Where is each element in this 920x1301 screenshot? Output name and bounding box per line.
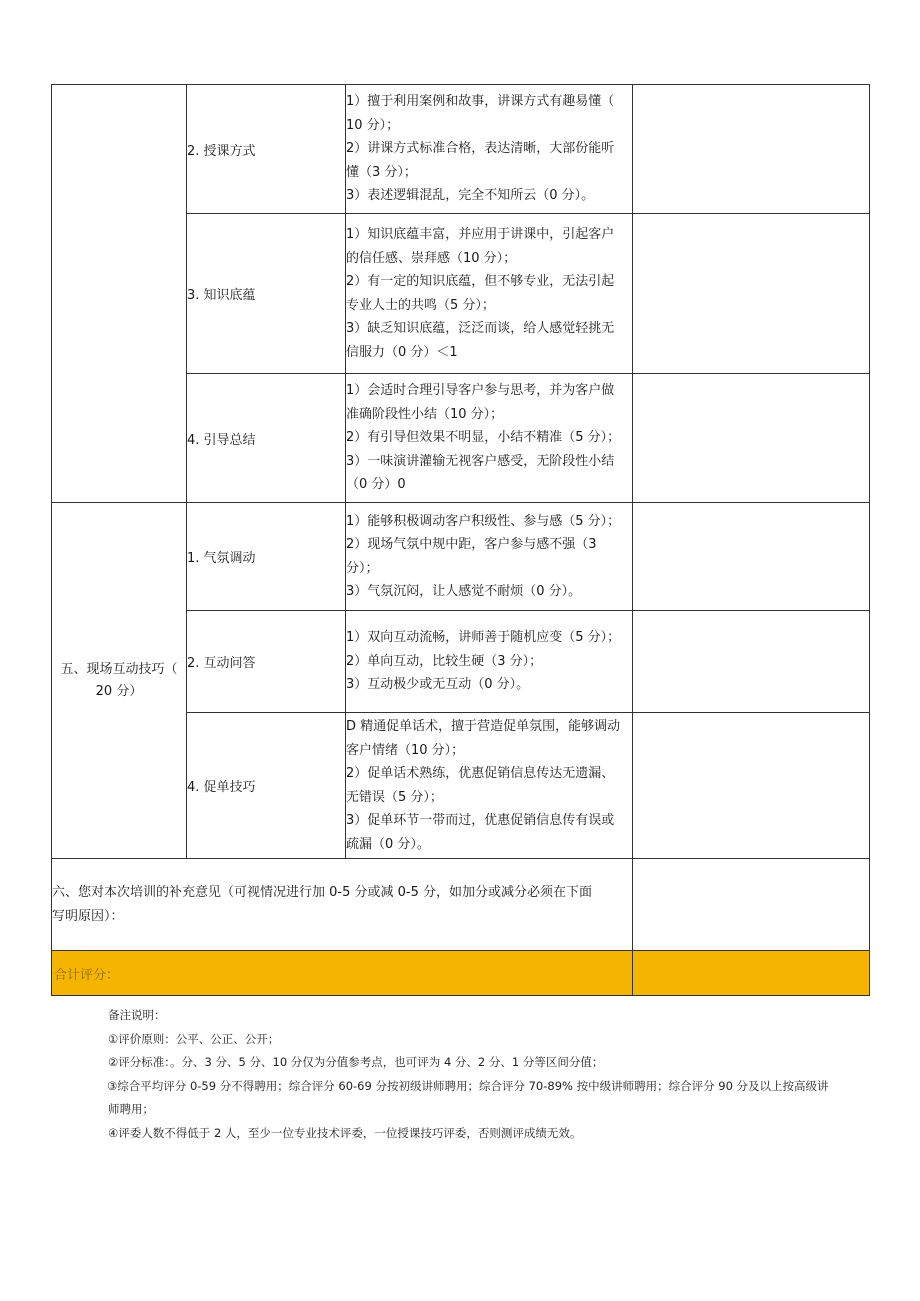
score-cell[interactable] [633,214,870,374]
item-label: 4. 促单技巧 [187,713,346,859]
item-label: 1. 气氛调动 [187,503,346,611]
criteria-cell: 1）会适时合理引导客户参与思考，并为客户做 准确阶段性小结（10 分）； 2）有引导但效果不明显，小结不精准（5 分）； 3）一味演讲灌输无视客户感受，无阶段性小结 （0 分）0 [346,374,633,503]
item-label: 2. 互动问答 [187,611,346,713]
criteria-cell: 1）能够积极调动客户积级性、参与感（5 分）； 2）现场气氛中规中距，客户参与感不强（3 分）； 3）气氛沉闷，让人感觉不耐烦（0 分）。 [346,503,633,611]
score-cell[interactable] [633,374,870,503]
note-line: ③综合平均评分 0-59 分不得聘用；综合评分 60-69 分按初级讲师聘用；综合评分 70-89% 按中级讲师聘用；综合评分 90 分及以上按高级讲 [107,1078,829,1093]
criteria-cell: 1）双向互动流畅，讲师善于随机应变（5 分）； 2）单向互动，比较生硬（3 分）； 3）互动极少或无互动（0 分）。 [346,611,633,713]
total-label: 合计评分： [52,951,633,996]
category-label: 五、现场互动技巧（ [60,661,178,677]
score-cell[interactable] [633,713,870,859]
score-cell[interactable] [633,85,870,214]
notes-title: 备注说明： [108,1008,166,1022]
item-label: 3. 知识底蕴 [187,214,346,374]
category-points: 20 分） [95,683,143,699]
item-label: 2. 授课方式 [187,85,346,214]
table-row [52,503,870,611]
note-line: ④评委人数不得低于 2 人，至少一位专业技术评委，一位授课技巧评委，否则测评成绩无效。 [108,1125,582,1140]
remarks-score-cell[interactable] [633,859,870,951]
note-line: 师聘用； [108,1102,154,1116]
remarks-row [52,859,870,951]
criteria-cell: D 精通促单话术，擅于营造促单氛围，能够调动 客户情绪（10 分）； 2）促单话术熟练，优惠促销信息传达无遗漏、 无错误（5 分）； 3）促单环节一带而过，优惠促销信息传有误或 疏漏（0 分）。 [346,713,633,859]
score-cell[interactable] [633,611,870,713]
evaluation-table [51,84,870,996]
category-cell [52,503,187,859]
criteria-cell: 1）知识底蕴丰富，并应用于讲课中，引起客户 的信任感、崇拜感（10 分）； 2）有一定的知识底蕴，但不够专业，无法引起 专业人士的共鸣（5 分）； 3）缺乏知识底蕴，泛泛而谈，给人感觉轻挑无 信服力（0 分）＜1 [346,214,633,374]
category-cell-continued [52,85,187,503]
total-row [52,951,870,996]
criteria-cell: 1）擅于利用案例和故事，讲课方式有趣易懂（ 10 分）； 2）讲课方式标准合格，表达清晰，大部份能听 懂（3 分）； 3）表述逻辑混乱，完全不知所云（0 分）。 [346,85,633,214]
score-cell[interactable] [633,503,870,611]
item-label: 4. 引导总结 [187,374,346,503]
total-score-cell[interactable] [633,951,870,996]
notes-section [108,1004,868,1145]
evaluation-sheet [51,84,869,996]
note-line: ②评分标准：。分、3 分、5 分、10 分仅为分值参考点，也可评为 4 分、2 分、1 分等区间分值； [108,1055,604,1069]
table-row [52,85,870,214]
remarks-prompt[interactable]: 六、您对本次培训的补充意见（可视情况进行加 0-5 分或减 0-5 分，如加分或减分必须在下面 写明原因）： [52,859,633,951]
note-line: ①评价原则：公平、公正、公开； [108,1031,280,1046]
